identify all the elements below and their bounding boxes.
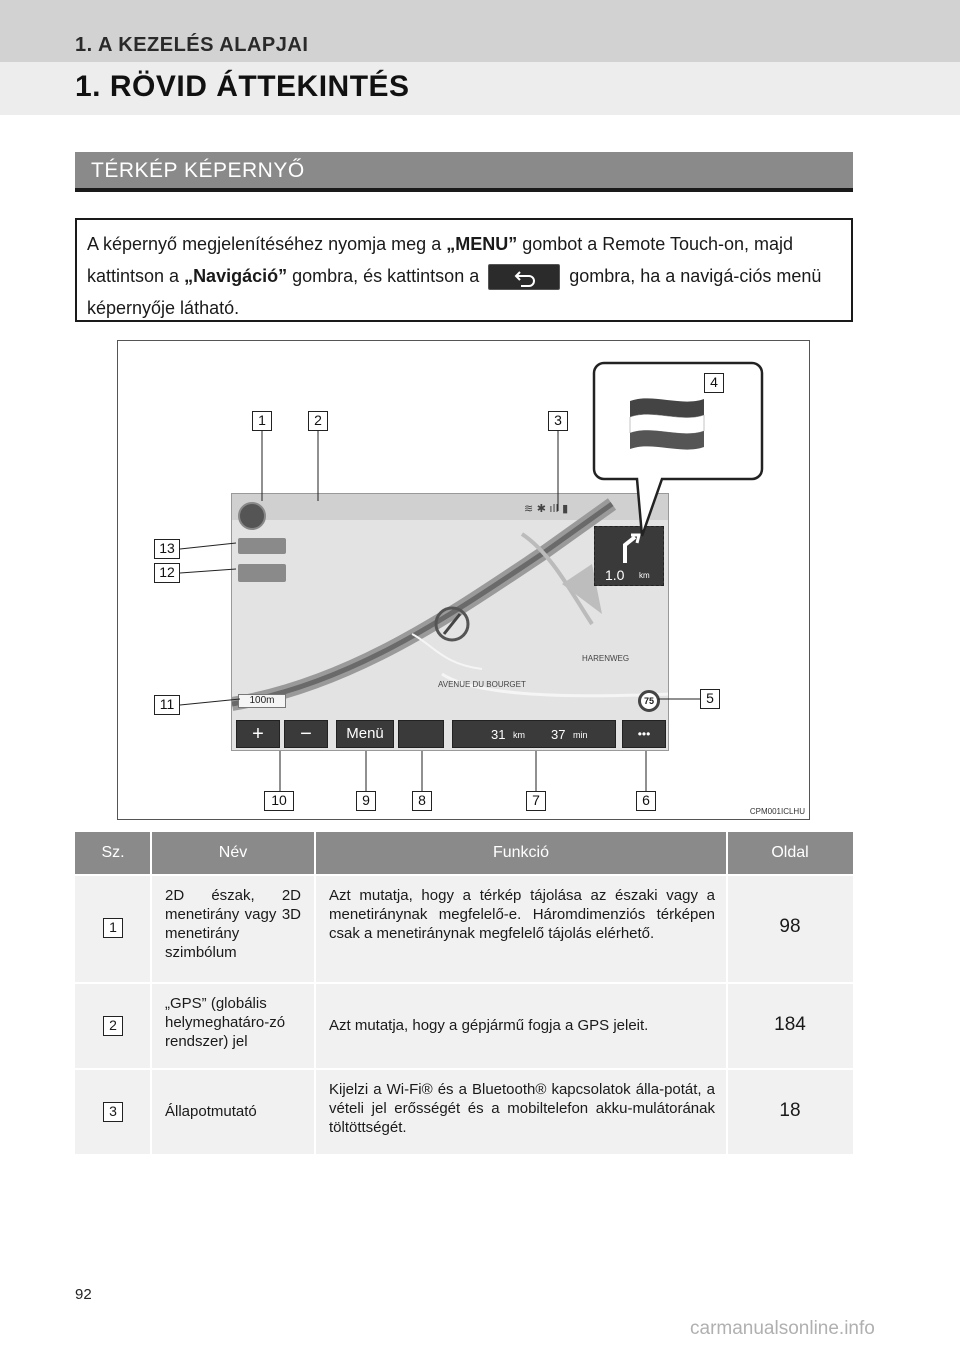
row-name: „GPS” (globális helymeghatáro-zó rendszer) jel	[165, 995, 286, 1050]
back-button-image	[488, 264, 560, 290]
row-number-box: 2	[103, 1016, 123, 1036]
row-name: 2D észak, 2D menetirány vagy 3D menetirány szimbólum	[165, 887, 301, 961]
instruction-text-4: gombra, ha a navigá-ciós menü képernyője látható.	[87, 266, 822, 318]
turn-distance-unit: km	[639, 571, 650, 580]
row-number-box: 3	[103, 1102, 123, 1122]
section-title: 1. RÖVID ÁTTEKINTÉS	[75, 70, 410, 103]
table-row	[75, 984, 853, 1068]
header-function: Funkció	[492, 844, 550, 861]
callout-leader-lines	[118, 341, 811, 821]
speed-limit-sign: 75	[638, 690, 660, 712]
callout-7: 7	[526, 791, 546, 811]
subheading-title: TÉRKÉP KÉPERNYŐ	[91, 159, 305, 182]
map-screen-figure	[117, 340, 810, 820]
table-row	[75, 1070, 853, 1154]
row-number-box: 1	[103, 918, 123, 938]
zoom-in-button[interactable]: +	[236, 720, 280, 748]
instruction-text-3: gombra, és kattintson a	[287, 266, 485, 286]
back-arrow-icon	[513, 269, 537, 287]
turn-distance: 1.0	[605, 567, 625, 583]
callout-10: 10	[264, 791, 294, 811]
header-name: Név	[218, 844, 248, 861]
instruction-text-1: A képernyő megjelenítéséhez nyomja meg a	[87, 234, 447, 254]
header-page: Oldal	[771, 844, 809, 861]
figure-code: CPM001ICLHU	[749, 807, 805, 816]
header-number: Sz.	[101, 844, 125, 861]
callout-8: 8	[412, 791, 432, 811]
map-scale: 100m	[238, 694, 286, 708]
callout-13: 13	[154, 539, 180, 559]
zoom-out-button[interactable]: −	[284, 720, 328, 748]
distance-unit: km	[513, 730, 525, 740]
remaining-distance: 31	[491, 727, 506, 742]
callout-9: 9	[356, 791, 376, 811]
street-label-1: AVENUE DU BOURGET	[438, 680, 526, 689]
instruction-box	[75, 218, 853, 322]
row-page: 18	[779, 1100, 801, 1121]
callout-6: 6	[636, 791, 656, 811]
callout-3: 3	[548, 411, 568, 431]
instruction-text-2: gombot a Remote Touch-on, majd kattintson a	[87, 234, 794, 286]
table-row	[75, 876, 853, 982]
street-label-2: HARENWEG	[582, 654, 630, 663]
column-divider	[726, 832, 728, 1154]
chapter-title: 1. A KEZELÉS ALAPJAI	[75, 34, 309, 56]
row-function: Azt mutatja, hogy a gépjármű fogja a GPS jeleit.	[329, 1017, 649, 1034]
row-page: 184	[774, 1014, 806, 1035]
row-page: 98	[779, 916, 801, 937]
callout-4: 4	[704, 373, 724, 393]
column-divider	[314, 832, 316, 1154]
page-number: 92	[75, 1286, 92, 1303]
callout-12: 12	[154, 563, 180, 583]
time-unit: min	[573, 730, 588, 740]
remaining-time: 37	[551, 727, 566, 742]
row-function: Kijelzi a Wi-Fi® és a Bluetooth® kapcsolatok álla-potát, a vételi jel erősségét és a mobiltelefon akku-mulátorának töltöttségét.	[329, 1081, 715, 1136]
table-header	[75, 832, 853, 874]
watermark: carmanualsonline.info	[690, 1318, 875, 1339]
row-function: Azt mutatja, hogy a térkép tájolása az északi vagy a menetiránynak megfelelő-e. Háromdimenziós térképen csak a menetiránynak megfelelő tájolás elérhető.	[329, 887, 715, 942]
callout-2: 2	[308, 411, 328, 431]
menu-key-label: „MENU”	[446, 234, 518, 254]
callout-11: 11	[154, 695, 180, 715]
more-options-button[interactable]: •••	[622, 720, 666, 748]
row-name: Állapotmutató	[165, 1103, 257, 1120]
nav-key-label: „Navigáció”	[184, 266, 288, 286]
callout-5: 5	[700, 689, 720, 709]
subheading-band	[75, 152, 853, 192]
svg-text:≋ ✱ ıll ▮: ≋ ✱ ıll ▮	[524, 502, 569, 515]
column-divider	[150, 832, 152, 1154]
menu-button[interactable]: Menü	[336, 720, 394, 748]
callout-1: 1	[252, 411, 272, 431]
